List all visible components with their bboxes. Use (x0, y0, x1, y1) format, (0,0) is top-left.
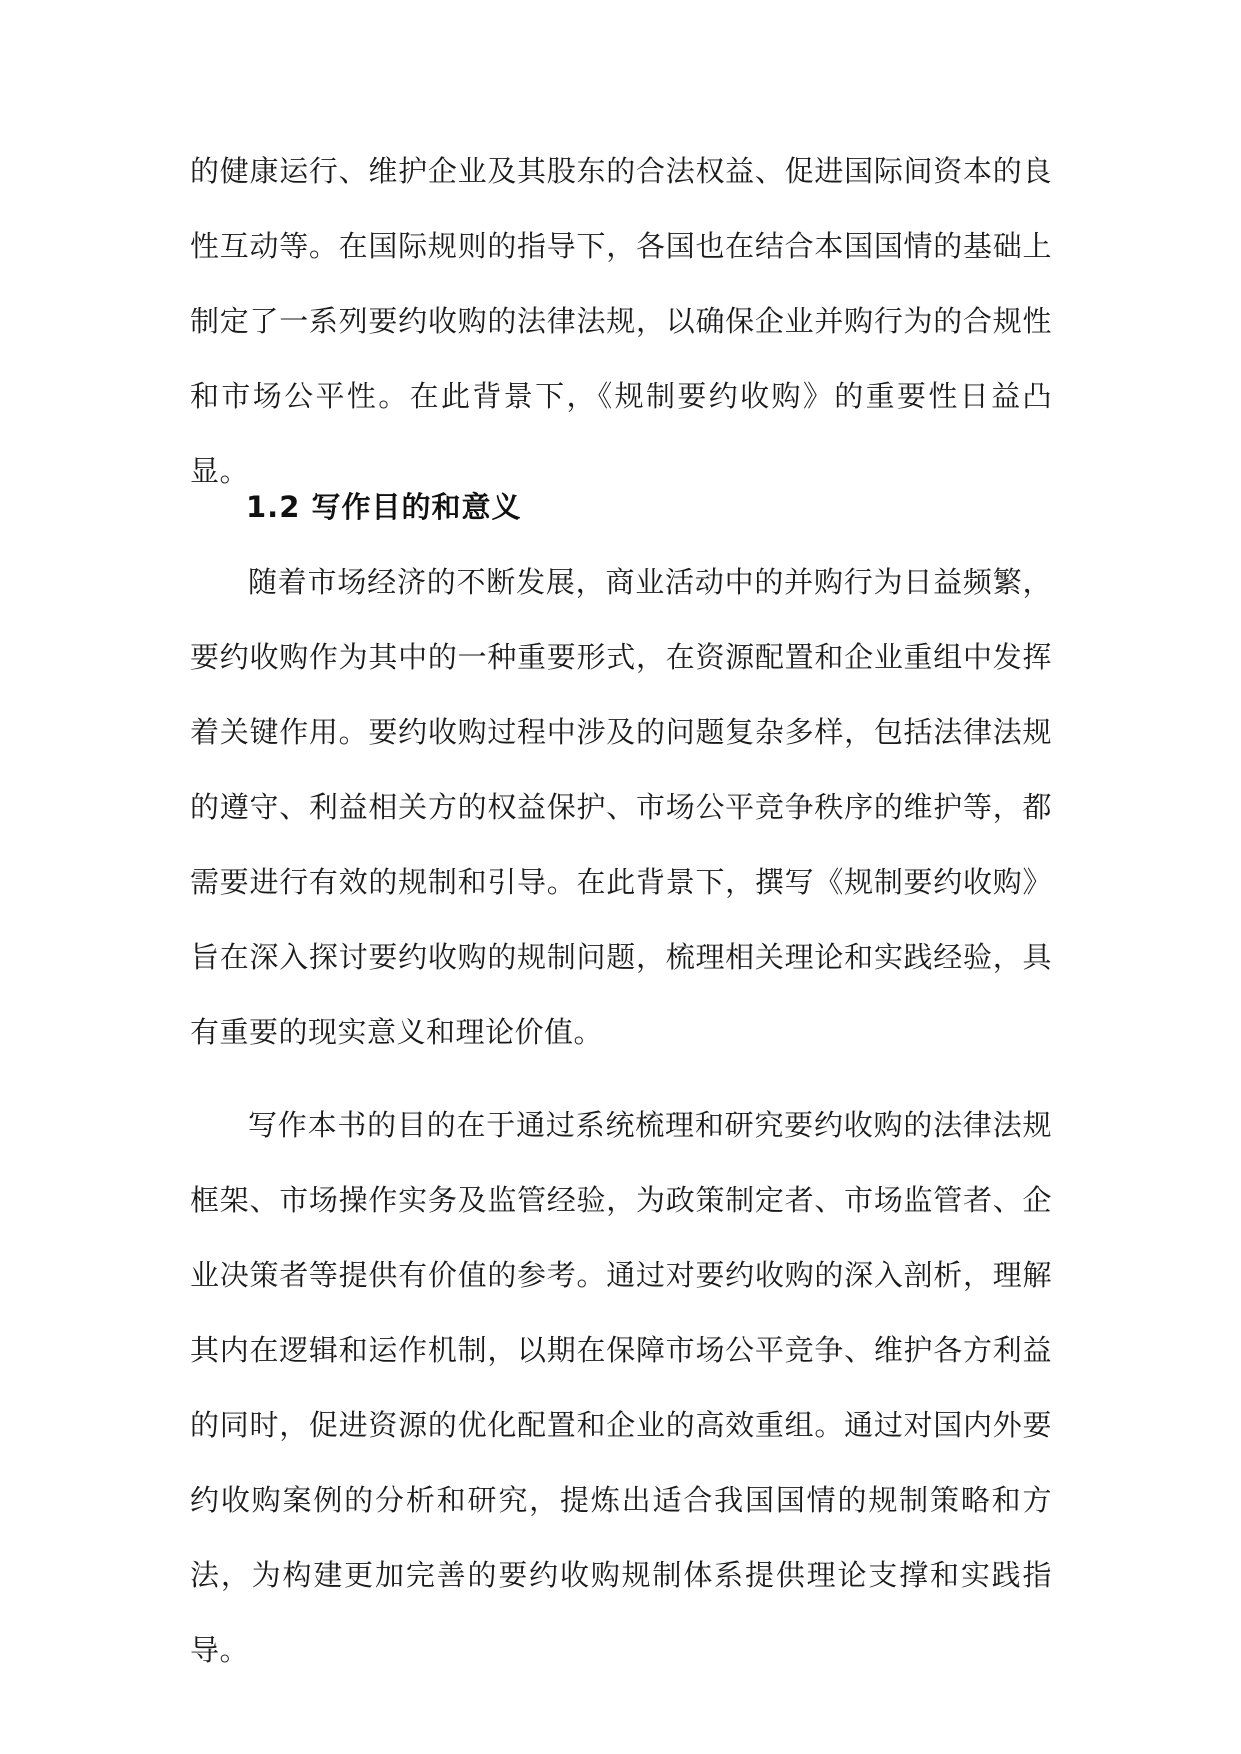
section-heading: 1.2 写作目的和意义 (246, 490, 522, 524)
paragraph-continued: 的健康运行、维护企业及其股东的合法权益、促进国际间资本的良性互动等。在国际规则的指导下，各国也在结合本国国情的基础上制定了一系列要约收购的法律法规，以确保企业并购行为的合规性和市场公平性。在此背景下，《规制要约收购》的重要性日益凸显。 (190, 154, 1052, 488)
paragraph-purpose-background: 随着市场经济的不断发展，商业活动中的并购行为日益频繁，要约收购作为其中的一种重要形式，在资源配置和企业重组中发挥着关键作用。要约收购过程中涉及的问题复杂多样，包括法律法规的遵守、利益相关方的权益保护、市场公平竞争秩序的维护等，都需要进行有效的规制和引导。在此背景下，撰写《规制要约收购》旨在深入探讨要约收购的规制问题，梳理相关理论和实践经验，具有重要的现实意义和理论价值。 (190, 565, 1052, 1049)
paragraph-purpose-goals: 写作本书的目的在于通过系统梳理和研究要约收购的法律法规框架、市场操作实务及监管经验，为政策制定者、市场监管者、企业决策者等提供有价值的参考。通过对要约收购的深入剖析，理解其内在逻辑和运作机制，以期在保障市场公平竞争、维护各方利益的同时，促进资源的优化配置和企业的高效重组。通过对国内外要约收购案例的分析和研究，提炼出适合我国国情的规制策略和方法，为构建更加完善的要约收购规制体系提供理论支撑和实践指导。 (190, 1108, 1052, 1667)
